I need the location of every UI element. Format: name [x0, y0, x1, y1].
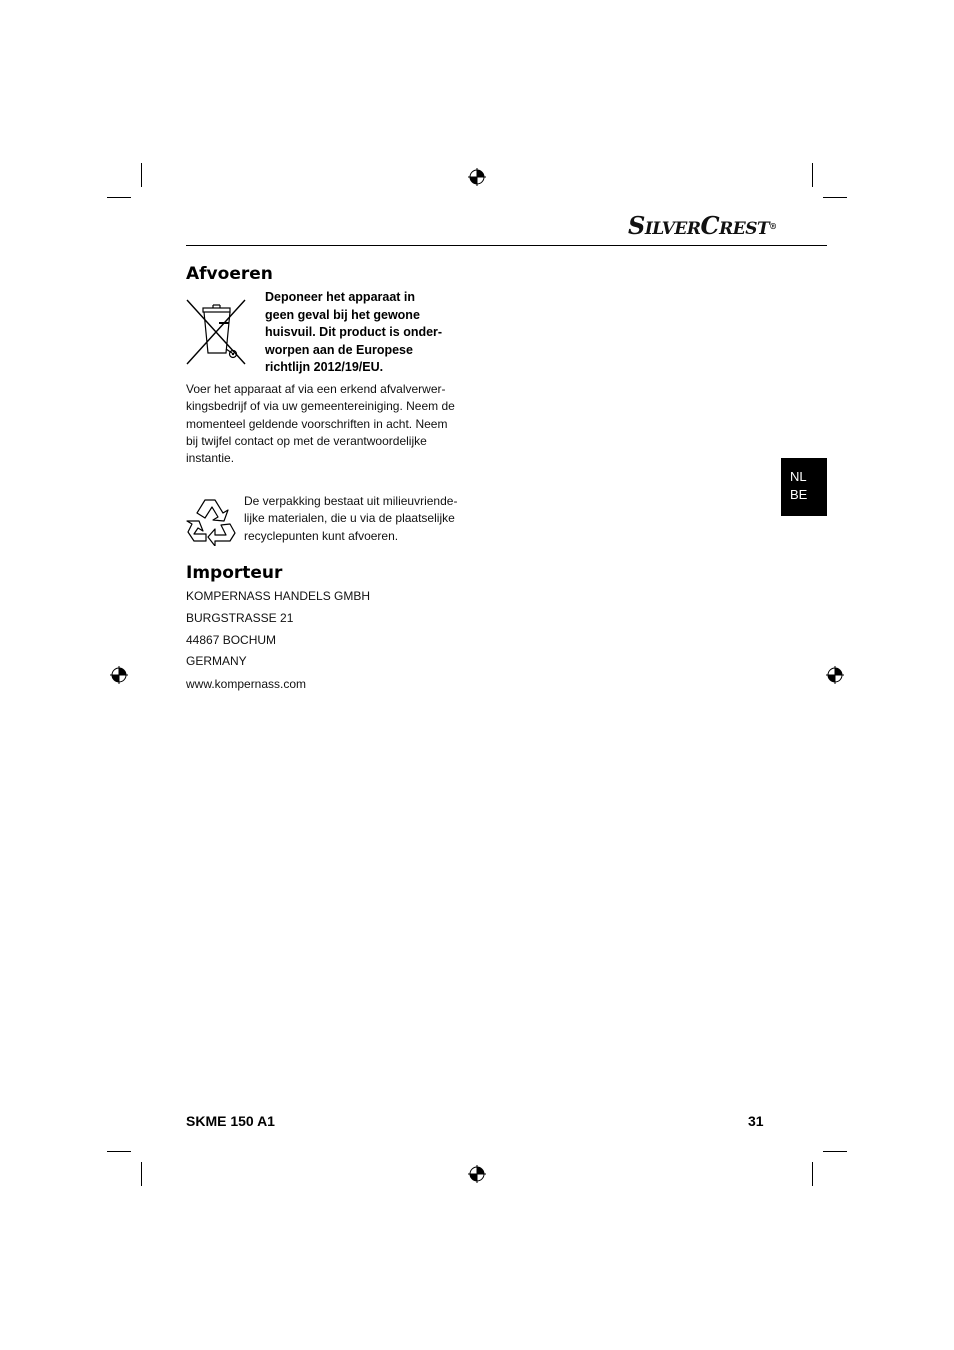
- crop-mark: [141, 1162, 142, 1186]
- disposal-warning: [265, 289, 470, 377]
- brand-letter: S: [628, 211, 645, 240]
- text-line: recyclepunten kunt afvoeren.: [244, 528, 399, 543]
- text-line: kingsbedrijf of via uw gemeentereiniging. Neem de: [186, 399, 455, 414]
- language-code: NL: [790, 469, 807, 484]
- registration-mark-icon: [826, 666, 844, 684]
- language-tab: [781, 458, 827, 516]
- text-line: worpen aan de Europese: [265, 342, 413, 357]
- brand-logo: [628, 212, 777, 240]
- importer-city: 44867 BOCHUM: [186, 633, 277, 647]
- brand-letter: C: [700, 211, 720, 240]
- crop-mark: [812, 1162, 813, 1186]
- crop-mark: [823, 197, 847, 198]
- brand-letters: REST: [719, 219, 770, 239]
- text-line: lijke materialen, die u via de plaatselijke: [244, 511, 455, 526]
- registration-mark-icon: [468, 168, 486, 186]
- recycling-text: [244, 493, 474, 545]
- text-line: De verpakking bestaat uit milieuvriende-: [244, 494, 458, 508]
- crop-mark: [823, 1151, 847, 1152]
- importer-country: GERMANY: [186, 654, 247, 668]
- crop-mark: [812, 163, 813, 187]
- text-line: instantie.: [186, 451, 235, 466]
- text-line: bij twijfel contact op met de verantwoordelijke: [186, 433, 427, 448]
- crop-mark: [107, 197, 131, 198]
- footer-model: SKME 150 A1: [186, 1113, 275, 1129]
- registered-mark: ®: [769, 221, 777, 231]
- importer-website: www.kompernass.com: [186, 677, 307, 691]
- importer-company: KOMPERNASS HANDELS GMBH: [186, 589, 371, 603]
- crop-mark: [107, 1151, 131, 1152]
- language-code: BE: [790, 487, 808, 502]
- page-number: 31: [748, 1113, 764, 1129]
- header-rule: [186, 245, 827, 246]
- importer-heading: Importeur: [186, 563, 283, 583]
- brand-letters: ILVER: [644, 219, 701, 239]
- importer-street: BURGSTRASSE 21: [186, 611, 294, 625]
- text-line: geen geval bij het gewone: [265, 307, 420, 322]
- text-line: momenteel geldende voorschriften in acht. Neem: [186, 416, 448, 431]
- disposal-heading: Afvoeren: [186, 264, 273, 284]
- crop-mark: [141, 163, 142, 187]
- disposal-instructions: [186, 381, 476, 467]
- text-line: huisvuil. Dit product is onder-: [265, 325, 443, 339]
- registration-mark-icon: [110, 666, 128, 684]
- recycling-icon: [185, 494, 239, 546]
- text-line: Voer het apparaat af via een erkend afvalverwer-: [186, 382, 446, 396]
- registration-mark-icon: [468, 1165, 486, 1183]
- text-line: richtlijn 2012/19/EU.: [265, 360, 384, 374]
- text-line: Deponeer het apparaat in: [265, 290, 416, 304]
- crossed-out-wheelie-bin-icon: [185, 297, 247, 367]
